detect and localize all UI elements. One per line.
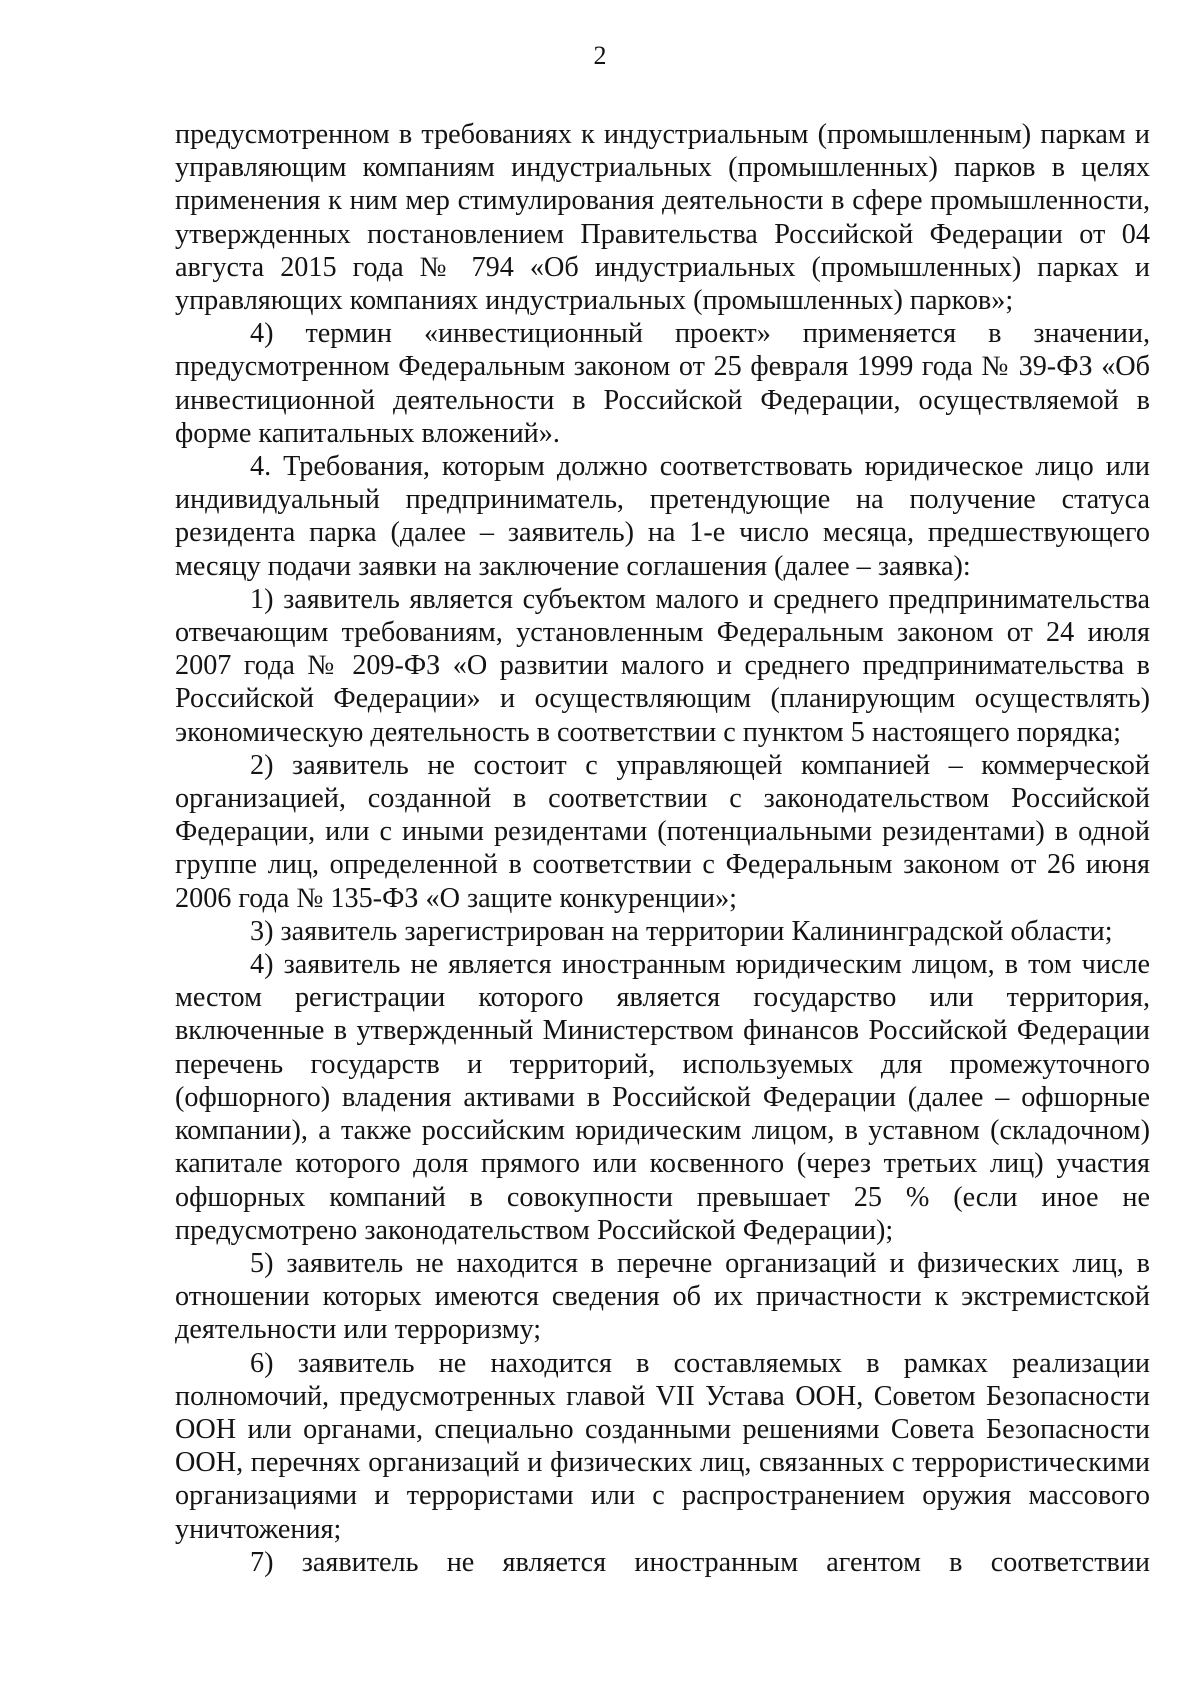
document-body <box>175 118 1150 1579</box>
list-item-requirement-1: 1) заявитель является субъектом малого и среднего предпринимательства отвечающим требованиям, установленным Федеральным законом от 24 июля 2007 года № 209-ФЗ «О развитии малого и среднего предпринимательства в Российской Федерации» и осуществляющим (планирующим осуществлять) экономическую деятельность в соответствии с пунктом 5 настоящего порядка; <box>175 583 1150 748</box>
list-item-requirement-6: 6) заявитель не находится в составляемых в рамках реализации полномочий, предусмотренных главой VII Устава ООН, Советом Безопасности ООН или органами, специально созданными решениями Совета Безопасности ООН, перечнях организаций и физических лиц, связанных с террористическими организациями и террористами или с распространением оружия массового уничтожения; <box>175 1347 1150 1545</box>
list-item-requirement-5: 5) заявитель не находится в перечне организаций и физических лиц, в отношении которых имеются сведения об их причастности к экстремистской деятельности или терроризму; <box>175 1247 1150 1346</box>
list-item-requirement-2: 2) заявитель не состоит с управляющей компанией – коммерческой организацией, созданной в соответствии с законодательством Российской Федерации, или с иными резидентами (потенциальными резидентами) в одной группе лиц, определенной в соответствии с Федеральным законом от 26 июня 2006 года № 135-ФЗ «О защите конкуренции»; <box>175 749 1150 914</box>
paragraph-continuation: предусмотренном в требованиях к индустриальным (промышленным) паркам и управляющим компаниям индустриальных (промышленных) парков в целях применения к ним мер стимулирования деятельности в сфере промышленности, утвержденных постановлением Правительства Российской Федерации от 04 августа 2015 года № 794 «Об индустриальных (промышленных) парках и управляющих компаниях индустриальных (промышленных) парков»; <box>175 119 1150 317</box>
list-item-requirement-7: 7) заявитель не является иностранным агентом в соответствии <box>250 1546 1150 1578</box>
page-number: 2 <box>593 41 607 70</box>
list-item-requirement-3: 3) заявитель зарегистрирован на территории Калининградской области; <box>250 915 1113 947</box>
paragraph-investment-project-term: 4) термин «инвестиционный проект» применяется в значении, предусмотренном Федеральным законом от 25 февраля 1999 года № 39-ФЗ «Об инвестиционной деятельности в Российской Федерации, осуществляемой в форме капитальных вложений». <box>175 318 1150 449</box>
list-item-requirement-4: 4) заявитель не является иностранным юридическим лицом, в том числе местом регистрации которого является государство или территория, включенные в утвержденный Министерством финансов Российской Федерации перечень государств и территорий, используемых для промежуточного (офшорного) владения активами в Российской Федерации (далее – офшорные компании), а также российским юридическим лицом, в уставном (складочном) капитале которого доля прямого или косвенного (через третьих лиц) участия офшорных компаний в совокупности превышает 25 % (если иное не предусмотрено законодательством Российской Федерации); <box>175 949 1150 1246</box>
paragraph-applicant-requirements: 4. Требования, которым должно соответствовать юридическое лицо или индивидуальный предприниматель, претендующие на получение статуса резидента парка (далее – заявитель) на 1-е число месяца, предшествующего месяцу подачи заявки на заключение соглашения (далее – заявка): <box>175 451 1150 582</box>
